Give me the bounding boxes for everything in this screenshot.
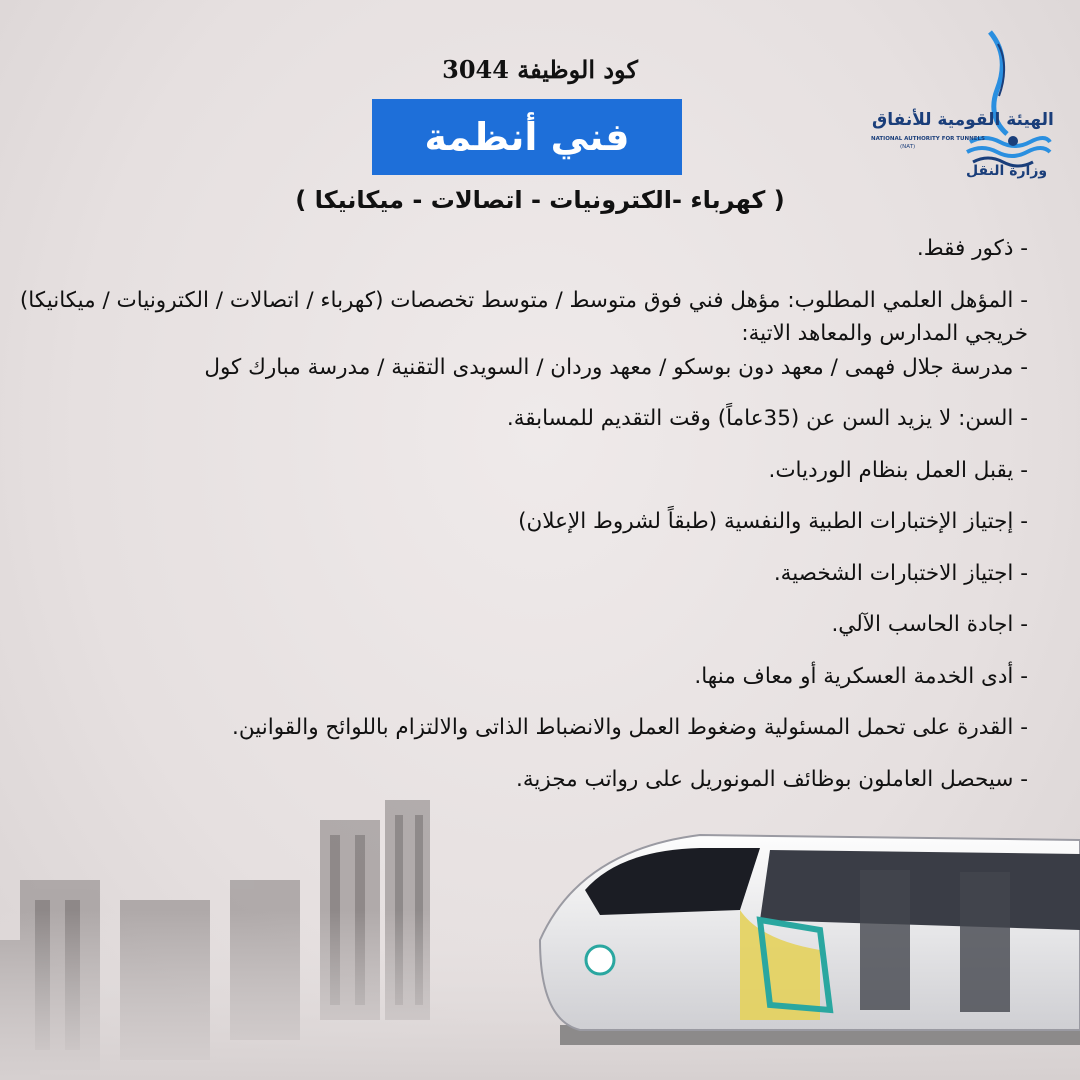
requirement-item: - اجتياز الاختبارات الشخصية.: [773, 560, 1028, 586]
monorail-train-icon: [540, 835, 1080, 1045]
job-title: فني أنظمة: [424, 115, 630, 159]
specialties-line: ( كهرباء -الكترونيات - اتصالات - ميكانيكا ): [295, 186, 785, 214]
job-code: كود الوظيفة 3044: [442, 55, 638, 84]
requirement-item: خريجي المدارس والمعاهد الاتية:: [741, 321, 1028, 346]
requirement-item: - السن: لا يزيد السن عن (35عاماً) وقت التقديم للمسابقة.: [506, 406, 1028, 431]
requirement-item: - ذكور فقط.: [916, 236, 1028, 261]
requirement-item: - القدرة على تحمل المسئولية وضغوط العمل والانضباط الذاتى والالتزام باللوائح والقوانين.: [232, 715, 1028, 740]
logo-name-ar: الهيئة القومية للأنفاق: [872, 110, 1054, 130]
job-title-box: [372, 99, 682, 175]
requirement-item: - المؤهل العلمي المطلوب: مؤهل فني فوق متوسط / متوسط تخصصات (كهرباء / اتصالات / الكترونيات / ميكانيكا): [19, 287, 1028, 313]
requirement-item: - أدى الخدمة العسكرية أو معاف منها.: [694, 663, 1028, 689]
requirement-item: - يقبل العمل بنظام الورديات.: [768, 457, 1028, 483]
requirement-item: - مدرسة جلال فهمى / معهد دون بوسكو / معهد وردان / السويدى التقنية / مدرسة مبارك كول: [204, 354, 1028, 380]
logo-ministry: وزارة النقل: [966, 163, 1048, 179]
requirement-item: - إجتياز الإختبارات الطبية والنفسية (طبقاً لشروط الإعلان): [518, 509, 1028, 534]
requirement-item: - سيحصل العاملون بوظائف المونوريل على رواتب مجزية.: [516, 766, 1028, 792]
requirements-list: [19, 236, 1028, 818]
logo-name-en: NATIONAL AUTHORITY FOR TUNNELS: [871, 136, 985, 142]
monorail-city-illustration: [0, 790, 1080, 1080]
nat-logo: [855, 30, 1055, 190]
requirement-item: - اجادة الحاسب الآلي.: [831, 612, 1028, 637]
logo-name-en-abbr: (NAT): [900, 144, 916, 150]
